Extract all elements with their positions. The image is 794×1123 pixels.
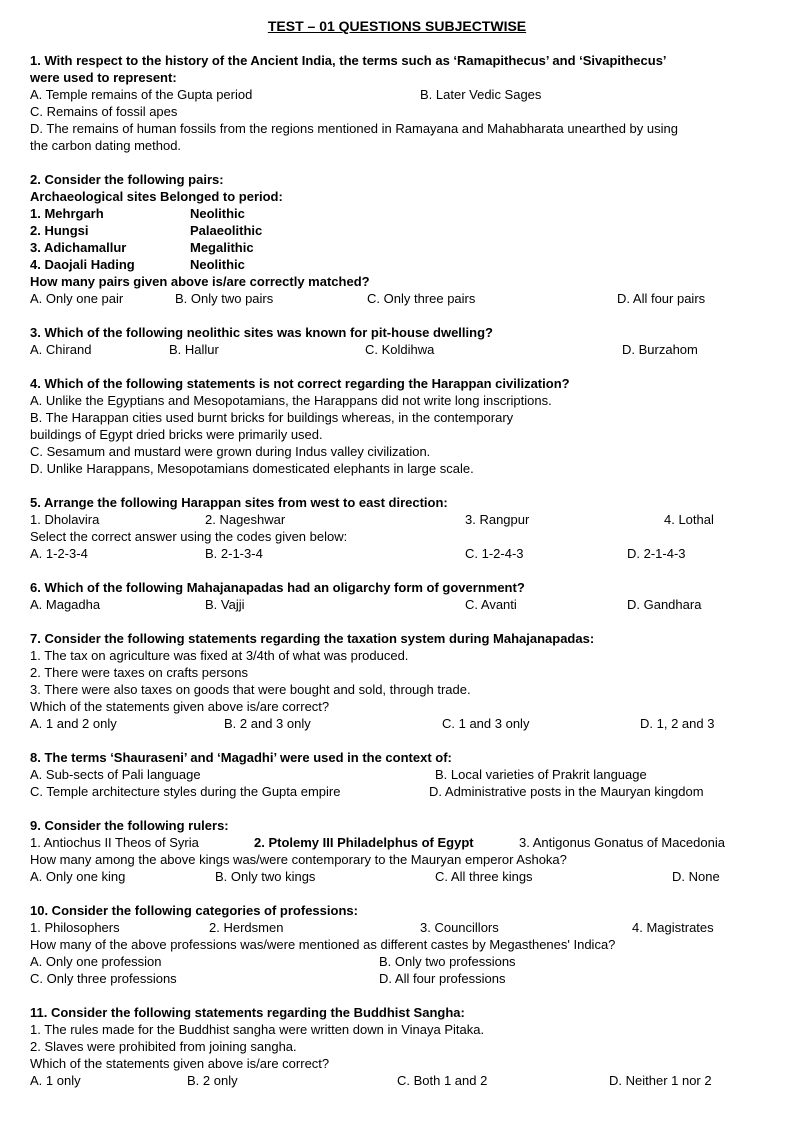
option-cell: B. 2-1-3-4 bbox=[205, 546, 263, 561]
option-cell: 3. Councillors bbox=[420, 920, 499, 935]
question-block-4 bbox=[30, 375, 764, 477]
option-row bbox=[30, 545, 764, 562]
option-cell: 4. Magistrates bbox=[632, 920, 714, 935]
option-cell: D. 1, 2 and 3 bbox=[640, 716, 715, 731]
option-cell: 3. Antigonus Gonatus of Macedonia bbox=[519, 835, 725, 850]
option-row bbox=[30, 86, 764, 103]
option-row bbox=[30, 256, 764, 273]
option-cell: B. 2 and 3 only bbox=[224, 716, 311, 731]
option-cell: C. Koldihwa bbox=[365, 342, 435, 357]
option-cell: 1. Dholavira bbox=[30, 512, 100, 527]
option-cell: A. Chirand bbox=[30, 342, 92, 357]
option-row bbox=[30, 766, 764, 783]
option-cell: Megalithic bbox=[190, 240, 254, 255]
question-block-11 bbox=[30, 1004, 764, 1089]
option-cell: 4. Lothal bbox=[664, 512, 714, 527]
option-cell: B. Hallur bbox=[169, 342, 219, 357]
option-row bbox=[30, 205, 764, 222]
option-cell: D. 2-1-4-3 bbox=[627, 546, 686, 561]
option-cell: D. All four professions bbox=[379, 971, 506, 986]
option-cell: C. 1-2-4-3 bbox=[465, 546, 524, 561]
question-line: How many among the above kings was/were contemporary to the Mauryan emperor Ashoka? bbox=[30, 852, 567, 867]
option-cell: 2. Herdsmen bbox=[209, 920, 284, 935]
question-line: were used to represent: bbox=[30, 70, 177, 85]
option-cell: C. Temple architecture styles during the Gupta empire bbox=[30, 784, 341, 799]
option-cell: D. Neither 1 nor 2 bbox=[609, 1073, 712, 1088]
question-block-8 bbox=[30, 749, 764, 800]
question-line: 2. Slaves were prohibited from joining sangha. bbox=[30, 1039, 297, 1054]
question-line: 8. The terms ‘Shauraseni’ and ‘Magadhi’ were used in the context of: bbox=[30, 750, 452, 765]
question-line: C. Sesamum and mustard were grown during Indus valley civilization. bbox=[30, 444, 431, 459]
option-cell: A. 1-2-3-4 bbox=[30, 546, 88, 561]
option-row bbox=[30, 341, 764, 358]
option-row bbox=[30, 783, 764, 800]
option-cell: A. Only one pair bbox=[30, 291, 124, 306]
option-cell: B. 2 only bbox=[187, 1073, 238, 1088]
option-cell: B. Local varieties of Prakrit language bbox=[435, 767, 647, 782]
question-line: Select the correct answer using the codes given below: bbox=[30, 529, 348, 544]
option-cell: D. Burzahom bbox=[622, 342, 698, 357]
question-block-1 bbox=[30, 52, 764, 154]
option-row bbox=[30, 834, 764, 851]
option-row bbox=[30, 970, 764, 987]
question-line: 1. The tax on agriculture was fixed at 3/4th of what was produced. bbox=[30, 648, 409, 663]
option-row bbox=[30, 239, 764, 256]
question-line: 10. Consider the following categories of professions: bbox=[30, 903, 358, 918]
option-cell: 1. Philosophers bbox=[30, 920, 120, 935]
option-cell: A. Only one profession bbox=[30, 954, 162, 969]
option-cell: 3. Adichamallur bbox=[30, 240, 127, 255]
question-line: D. Unlike Harappans, Mesopotamians domesticated elephants in large scale. bbox=[30, 461, 474, 476]
question-line: D. The remains of human fossils from the regions mentioned in Ramayana and Mahabharata unearthed by using bbox=[30, 121, 678, 136]
option-cell: C. All three kings bbox=[435, 869, 533, 884]
option-cell: D. None bbox=[672, 869, 720, 884]
option-cell: C. 1 and 3 only bbox=[442, 716, 530, 731]
option-cell: B. Later Vedic Sages bbox=[420, 87, 542, 102]
option-row bbox=[30, 511, 764, 528]
option-cell: C. Only three pairs bbox=[367, 291, 476, 306]
option-cell: Palaeolithic bbox=[190, 223, 263, 238]
question-block-10 bbox=[30, 902, 764, 987]
question-block-2 bbox=[30, 171, 764, 307]
option-cell: 1. Mehrgarh bbox=[30, 206, 104, 221]
question-block-3 bbox=[30, 324, 764, 358]
question-line: 1. The rules made for the Buddhist sangha were written down in Vinaya Pitaka. bbox=[30, 1022, 485, 1037]
option-cell: B. Only two kings bbox=[215, 869, 316, 884]
option-cell: C. Only three professions bbox=[30, 971, 177, 986]
option-cell: C. Both 1 and 2 bbox=[397, 1073, 488, 1088]
question-line: How many of the above professions was/were mentioned as different castes by Megasthenes' Indica? bbox=[30, 937, 616, 952]
question-line: 11. Consider the following statements regarding the Buddhist Sangha: bbox=[30, 1005, 465, 1020]
questions-list bbox=[30, 52, 764, 1089]
question-line: Which of the statements given above is/are correct? bbox=[30, 1056, 330, 1071]
option-cell: C. Avanti bbox=[465, 597, 517, 612]
option-cell: D. All four pairs bbox=[617, 291, 706, 306]
question-line: 3. There were also taxes on goods that were bought and sold, through trade. bbox=[30, 682, 471, 697]
question-line: 1. With respect to the history of the Ancient India, the terms such as ‘Ramapithecus’ and ‘Sivapithecus’ bbox=[30, 53, 667, 68]
question-line: 9. Consider the following rulers: bbox=[30, 818, 229, 833]
option-row bbox=[30, 290, 764, 307]
option-row bbox=[30, 919, 764, 936]
option-cell: A. Only one king bbox=[30, 869, 126, 884]
question-line: Which of the statements given above is/are correct? bbox=[30, 699, 330, 714]
option-cell: 3. Rangpur bbox=[465, 512, 530, 527]
option-cell: D. Gandhara bbox=[627, 597, 702, 612]
option-cell: A. 1 only bbox=[30, 1073, 81, 1088]
option-cell: 4. Daojali Hading bbox=[30, 257, 135, 272]
question-line: A. Unlike the Egyptians and Mesopotamians, the Harappans did not write long inscriptions. bbox=[30, 393, 552, 408]
question-line: the carbon dating method. bbox=[30, 138, 182, 153]
question-block-5 bbox=[30, 494, 764, 562]
question-block-7 bbox=[30, 630, 764, 732]
option-row bbox=[30, 868, 764, 885]
option-cell: B. Only two pairs bbox=[175, 291, 274, 306]
question-line: C. Remains of fossil apes bbox=[30, 104, 178, 119]
option-row bbox=[30, 953, 764, 970]
page-title: TEST – 01 QUESTIONS SUBJECTWISE bbox=[267, 18, 527, 34]
question-line: 3. Which of the following neolithic sites was known for pit-house dwelling? bbox=[30, 325, 493, 340]
option-cell: A. Sub-sects of Pali language bbox=[30, 767, 201, 782]
option-cell: B. Only two professions bbox=[379, 954, 516, 969]
option-row bbox=[30, 222, 764, 239]
question-line: 4. Which of the following statements is not correct regarding the Harappan civilization? bbox=[30, 376, 570, 391]
option-cell: Neolithic bbox=[190, 206, 245, 221]
option-row bbox=[30, 596, 764, 613]
question-line: 2. There were taxes on crafts persons bbox=[30, 665, 248, 680]
option-row bbox=[30, 715, 764, 732]
question-line: buildings of Egypt dried bricks were primarily used. bbox=[30, 427, 323, 442]
question-line: 6. Which of the following Mahajanapadas had an oligarchy form of government? bbox=[30, 580, 525, 595]
question-line: 2. Consider the following pairs: bbox=[30, 172, 224, 187]
option-cell: Neolithic bbox=[190, 257, 245, 272]
option-cell: 2. Hungsi bbox=[30, 223, 89, 238]
question-line: 7. Consider the following statements regarding the taxation system during Mahajanapadas: bbox=[30, 631, 595, 646]
question-line: Archaeological sites Belonged to period: bbox=[30, 189, 283, 204]
option-cell: 1. Antiochus II Theos of Syria bbox=[30, 835, 199, 850]
option-cell: A. Temple remains of the Gupta period bbox=[30, 87, 253, 102]
option-cell: 2. Nageshwar bbox=[205, 512, 286, 527]
option-cell: A. Magadha bbox=[30, 597, 101, 612]
option-cell: A. 1 and 2 only bbox=[30, 716, 117, 731]
question-line: 5. Arrange the following Harappan sites from west to east direction: bbox=[30, 495, 448, 510]
option-row bbox=[30, 1072, 764, 1089]
option-cell: 2. Ptolemy III Philadelphus of Egypt bbox=[254, 835, 474, 850]
option-cell: D. Administrative posts in the Mauryan kingdom bbox=[429, 784, 704, 799]
question-line: How many pairs given above is/are correctly matched? bbox=[30, 274, 370, 289]
question-block-6 bbox=[30, 579, 764, 613]
question-block-9 bbox=[30, 817, 764, 885]
option-cell: B. Vajji bbox=[205, 597, 245, 612]
question-line: B. The Harappan cities used burnt bricks for buildings whereas, in the contemporary bbox=[30, 410, 514, 425]
